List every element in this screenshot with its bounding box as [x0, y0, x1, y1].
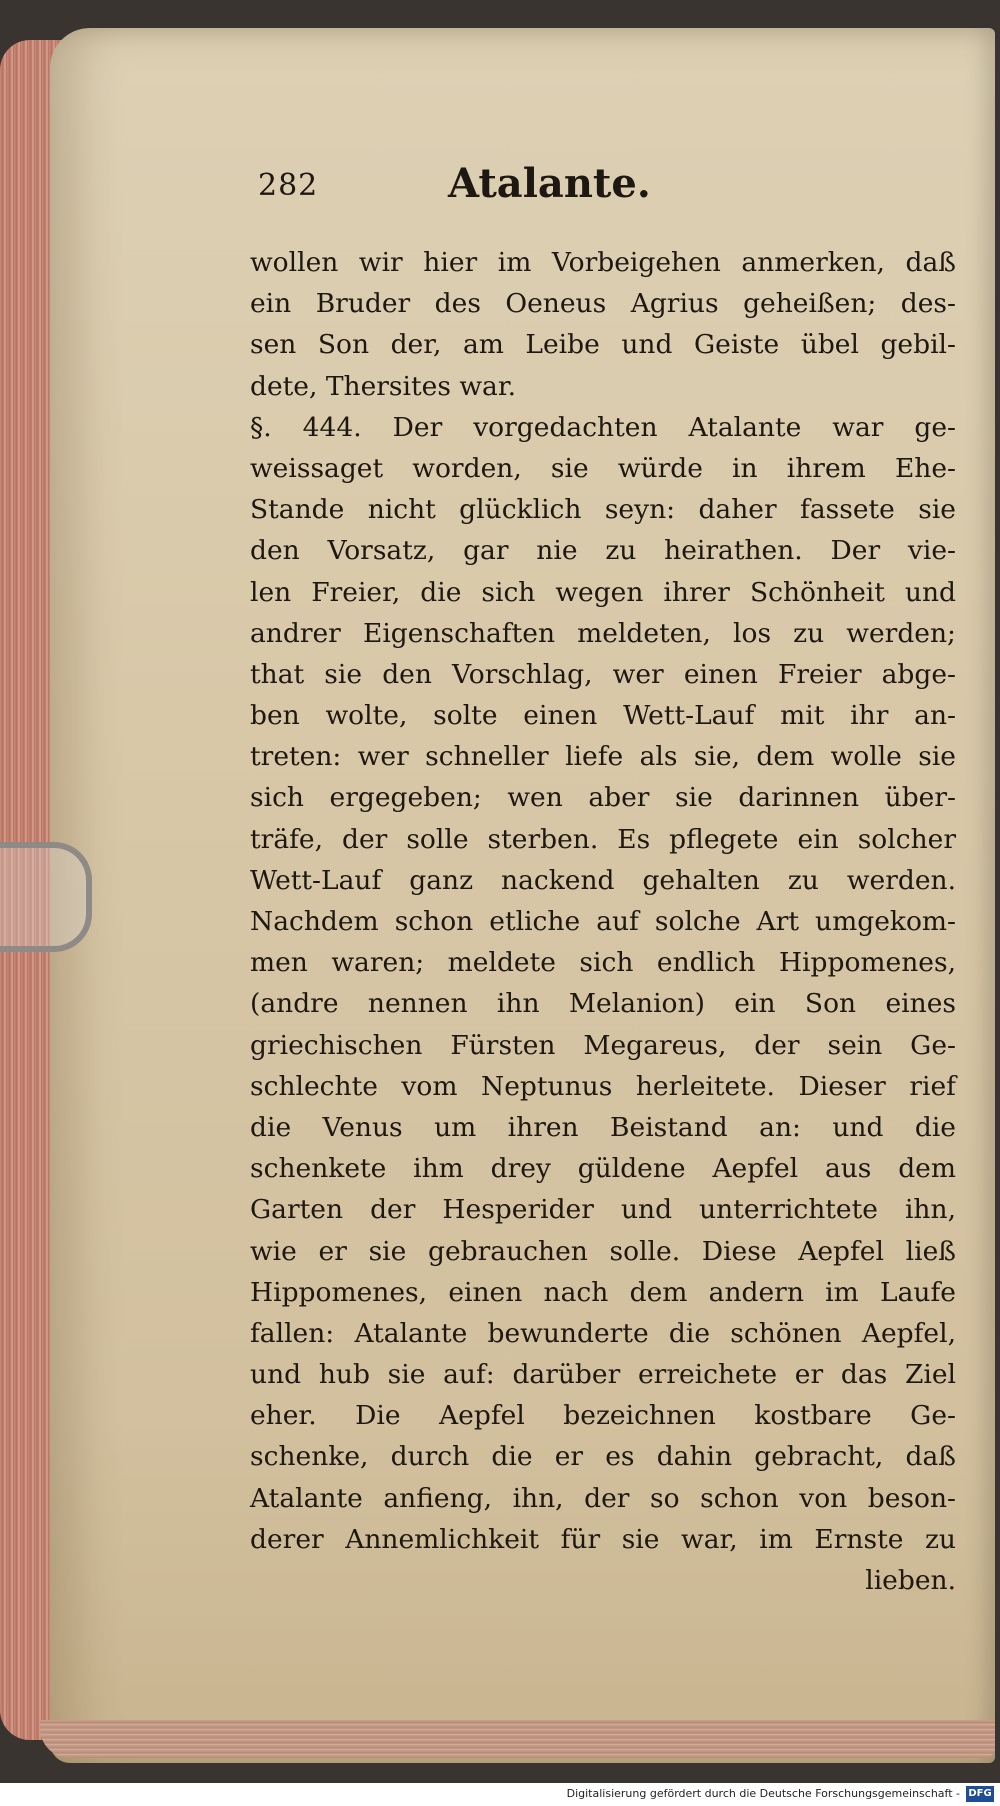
funding-credit: Digitalisierung gefördert durch die Deutsche Forschungsgemeinschaft - — [566, 1787, 960, 1800]
text-line: sen Son der, am Leibe und Geiste übel gebil- — [250, 329, 956, 361]
text-line: men waren; meldete sich endlich Hippomenes, — [250, 947, 956, 979]
text-line: wie er sie gebrauchen solle. Diese Aepfel ließ — [250, 1235, 956, 1267]
text-line: (andre nennen ihn Melanion) ein Son eines — [250, 988, 956, 1020]
text-line: len Freier, die sich wegen ihrer Schönheit und — [250, 576, 956, 608]
text-line: Nachdem schon etliche auf solche Art umgekom- — [250, 906, 956, 937]
text-line: ein Bruder des Oeneus Agrius geheißen; des- — [250, 288, 956, 320]
text-line: träfe, der solle sterben. Es pflegete ein solcher — [250, 823, 956, 855]
text-line: schenkete ihm drey güldene Aepfel aus dem — [250, 1153, 956, 1185]
text-line: ben wolte, solte einen Wett-Lauf mit ihr an- — [250, 700, 956, 732]
text-line: den Vorsatz, gar nie zu heirathen. Der vie- — [250, 535, 956, 567]
text-line: Stande nicht glücklich seyn: daher fassete sie — [250, 494, 956, 526]
text-line: schlechte vom Neptunus herleitete. Dieser rief — [250, 1070, 956, 1102]
text-line: wollen wir hier im Vorbeigehen anmerken, daß — [250, 247, 956, 278]
text-line: Hippomenes, einen nach dem andern im Laufe — [250, 1276, 956, 1308]
body-text — [250, 242, 956, 1601]
text-line: dete, Thersites war. — [250, 370, 517, 402]
running-title: Atalante. — [448, 160, 651, 207]
text-line: treten: wer schneller liefe als sie, dem wolle sie — [250, 741, 956, 773]
text-line: fallen: Atalante bewunderte die schönen Aepfel, — [250, 1317, 956, 1349]
text-line: und hub sie auf: darüber erreichete er das Ziel — [250, 1359, 956, 1391]
page-number: 282 — [258, 168, 319, 203]
text-line: eher. Die Aepfel bezeichnen kostbare Ge- — [250, 1400, 956, 1432]
text-line: die Venus um ihren Beistand an: und die — [250, 1111, 956, 1143]
text-line: schenke, durch die er es dahin gebracht, daß — [250, 1441, 956, 1473]
text-line: derer Annemlichkeit für sie war, im Ernste zu — [250, 1523, 956, 1555]
text-line: andrer Eigenschaften meldeten, los zu werden; — [250, 617, 956, 649]
text-line: sich ergegeben; wen aber sie darinnen über- — [250, 782, 956, 814]
text-line: §. 444. Der vorgedachten Atalante war ge- — [250, 411, 956, 443]
text-line: Garten der Hesperider und unterrichtete ihn, — [250, 1194, 956, 1226]
text-line: that sie den Vorschlag, wer einen Freier abge- — [250, 658, 956, 690]
text-line: Wett-Lauf ganz nackend gehalten zu werden. — [250, 864, 956, 896]
text-line: griechischen Fürsten Megareus, der sein Ge- — [250, 1029, 956, 1061]
page-edges-bottom — [40, 1720, 995, 1758]
page-clip — [0, 842, 92, 952]
text-line: weissaget worden, sie würde in ihrem Ehe- — [250, 452, 956, 484]
text-line: Atalante anfieng, ihn, der so schon von beson- — [250, 1482, 956, 1514]
dfg-logo-icon: DFG — [966, 1786, 994, 1802]
catchword: lieben. — [865, 1565, 956, 1596]
digitization-footer — [0, 1783, 1000, 1806]
page-header — [258, 160, 958, 220]
